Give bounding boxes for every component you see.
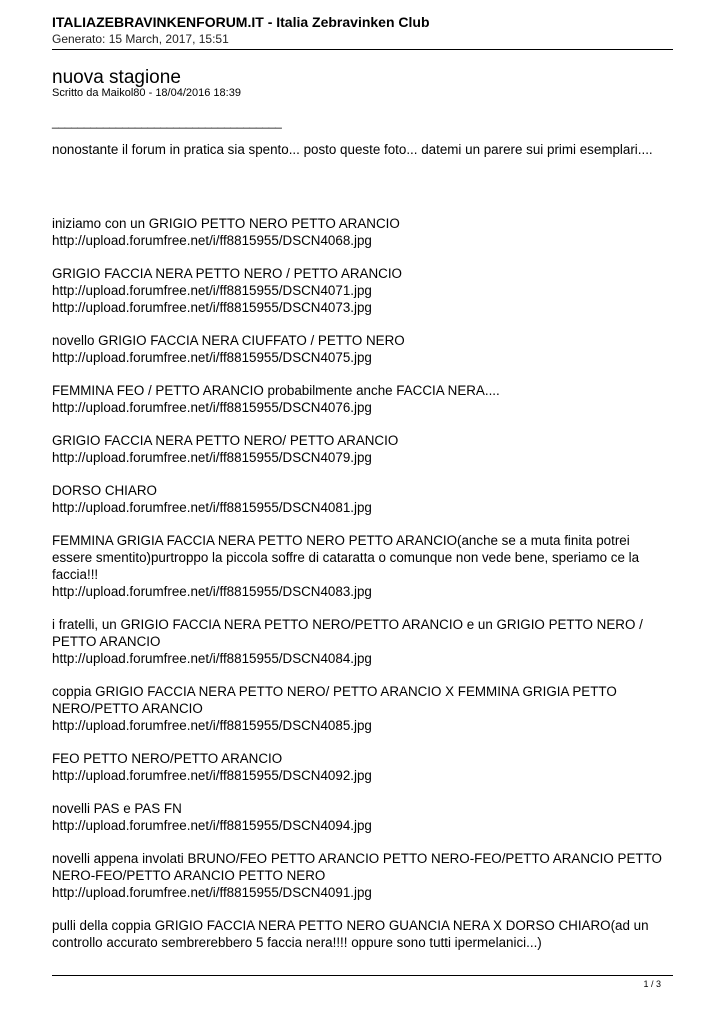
photo-entry [52, 616, 662, 667]
photo-entry [52, 917, 662, 951]
photo-description: novello GRIGIO FACCIA NERA CIUFFATO / PETTO NERO [52, 333, 405, 348]
photo-description: novelli PAS e PAS FN [52, 801, 182, 816]
photo-link[interactable]: http://upload.forumfree.net/i/ff8815955/DSCN4071.jpg [52, 283, 372, 298]
photo-entry [52, 482, 662, 516]
generated-timestamp: Generato: 15 March, 2017, 15:51 [52, 32, 229, 46]
photo-link[interactable]: http://upload.forumfree.net/i/ff8815955/DSCN4092.jpg [52, 768, 372, 783]
photo-entry [52, 332, 662, 366]
photo-description: GRIGIO FACCIA NERA PETTO NERO / PETTO ARANCIO [52, 266, 402, 281]
photo-link[interactable]: http://upload.forumfree.net/i/ff8815955/DSCN4068.jpg [52, 233, 372, 248]
photo-link[interactable]: http://upload.forumfree.net/i/ff8815955/DSCN4079.jpg [52, 450, 372, 465]
photo-description: coppia GRIGIO FACCIA NERA PETTO NERO/ PETTO ARANCIO X FEMMINA GRIGIA PETTO NERO/PETTO ARANCIO [52, 684, 617, 716]
photo-description: GRIGIO FACCIA NERA PETTO NERO/ PETTO ARANCIO [52, 433, 399, 448]
photo-description: pulli della coppia GRIGIO FACCIA NERA PETTO NERO GUANCIA NERA X DORSO CHIARO(ad un controllo accurato sembrerebbero 5 faccia nera!!!! oppure sono tutti ipermelanici...) [52, 918, 649, 950]
footer-divider [52, 975, 673, 976]
post-intro: nonostante il forum in pratica sia spento... posto queste foto... datemi un parere sui primi esemplari.... [52, 142, 653, 157]
post-title: nuova stagione [52, 67, 181, 88]
photo-entry [52, 432, 662, 466]
photo-description: iniziamo con un GRIGIO PETTO NERO PETTO ARANCIO [52, 216, 400, 231]
photo-link[interactable]: http://upload.forumfree.net/i/ff8815955/DSCN4076.jpg [52, 400, 372, 415]
site-title: ITALIAZEBRAVINKENFORUM.IT - Italia Zebravinken Club [52, 14, 430, 30]
photo-description: i fratelli, un GRIGIO FACCIA NERA PETTO NERO/PETTO ARANCIO e un GRIGIO PETTO NERO / PETTO ARANCIO [52, 617, 643, 649]
photo-link[interactable]: http://upload.forumfree.net/i/ff8815955/DSCN4091.jpg [52, 885, 372, 900]
photo-link[interactable]: http://upload.forumfree.net/i/ff8815955/DSCN4073.jpg [52, 300, 372, 315]
photo-description: FEO PETTO NERO/PETTO ARANCIO [52, 751, 283, 766]
photo-link[interactable]: http://upload.forumfree.net/i/ff8815955/DSCN4094.jpg [52, 818, 372, 833]
photo-link[interactable]: http://upload.forumfree.net/i/ff8815955/DSCN4084.jpg [52, 651, 372, 666]
photo-entry [52, 750, 662, 784]
header-divider [52, 49, 673, 50]
photo-link[interactable]: http://upload.forumfree.net/i/ff8815955/DSCN4081.jpg [52, 500, 372, 515]
photo-entry [52, 800, 662, 834]
photo-entry [52, 850, 662, 901]
photo-description: novelli appena involati BRUNO/FEO PETTO ARANCIO PETTO NERO-FEO/PETTO ARANCIO PETTO NERO-FEO/PETTO ARANCIO PETTO NERO [52, 851, 662, 883]
post-meta: Scritto da Maikol80 - 18/04/2016 18:39 [52, 87, 241, 99]
page-number: 1 / 3 [643, 979, 661, 989]
photo-link[interactable]: http://upload.forumfree.net/i/ff8815955/DSCN4085.jpg [52, 718, 372, 733]
photo-list [52, 215, 662, 951]
photo-description: FEMMINA FEO / PETTO ARANCIO probabilmente anche FACCIA NERA.... [52, 383, 500, 398]
photo-entry [52, 265, 662, 316]
photo-link[interactable]: http://upload.forumfree.net/i/ff8815955/DSCN4075.jpg [52, 350, 372, 365]
photo-description: DORSO CHIARO [52, 483, 157, 498]
post-body [52, 141, 662, 967]
photo-description: FEMMINA GRIGIA FACCIA NERA PETTO NERO PETTO ARANCIO(anche se a muta finita potrei essere smentito)purtroppo la piccola soffre di cataratta o comunque non vede bene, speriamo ce la faccia!!! [52, 533, 640, 582]
photo-link[interactable]: http://upload.forumfree.net/i/ff8815955/DSCN4083.jpg [52, 584, 372, 599]
post-separator: ____________________________________ [52, 115, 282, 129]
document-header [52, 14, 673, 47]
photo-entry [52, 532, 662, 600]
photo-entry [52, 382, 662, 416]
photo-entry [52, 215, 662, 249]
photo-entry [52, 683, 662, 734]
